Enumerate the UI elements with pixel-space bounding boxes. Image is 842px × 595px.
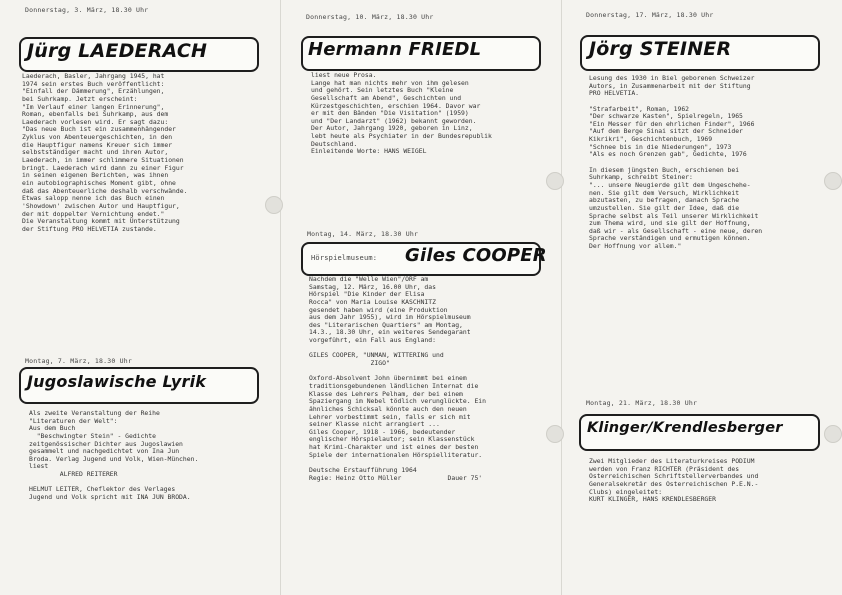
text-line: Suhrkamp, schreibt Steiner: [589,174,693,182]
text-line: und "Der Landarzt" (1962) bekannt geworden. [311,117,477,125]
text-line: Als zweite Veranstaltung der Reihe [29,410,160,417]
text-line: traditionsgebundenen ländlichen Internat die [309,382,479,390]
text-line: aus dem Jahr 1955), wird im Hörspielmuseum [309,314,471,322]
text-line: Österreichischen Schriftstellerverbandes und [589,473,759,481]
text-line: ZIGO" [309,360,390,368]
event-date: Donnerstag, 10. März, 18.30 Uhr [306,13,434,21]
text-line: Etwas salopp nenne ich das Buch einen [22,195,165,203]
text-line: "Das neue Buch ist ein zusammenhängender [22,126,176,134]
text-line: 'Showdown' zwischen Autor und Hauptfigur, [22,202,180,210]
text-line: "Literaturen der Welt": [29,417,118,425]
binder-hole [546,172,564,190]
text-line: 1974 sein erstes Buch veröffentlicht: [22,80,165,88]
event-title: Hermann FRIEDL [308,39,482,60]
text-line: Spiele der internationalen Hörspielliteratur. [309,451,483,459]
text-line: Deutsche Erstaufführung 1964 [309,467,417,475]
event-date: Donnerstag, 17. März, 18.30 Uhr [586,11,714,19]
text-line: ALFRED REITERER [29,471,118,479]
text-line: der Stiftung PRO HELVETIA zustande. [22,225,157,233]
text-line: des "Literarischen Quartiers" am Montag, [309,321,463,329]
text-line: gesendet haben wird (eine Produktion [309,306,448,314]
text-line: Roman, ebenfalls bei Suhrkamp, aus dem [22,111,169,119]
text-line: Giles Cooper, 1918 - 1966, bedeutender [309,428,456,436]
text-line: englischer Hörspielautor; sein Klassenstück [309,436,475,444]
text-line: Kikrikri", Geschichtenbuch, 1969 [589,136,713,144]
event-title: Klinger/Krendlesberger [587,420,783,436]
text-line: daß wir - als Gesellschaft - eine neue, deren [589,227,763,235]
text-line: Zwei Mitglieder des Literaturkreises PODIUM [589,458,755,465]
text-line: Kürzestgeschichten, erschien 1964. Davor war [311,102,481,110]
text-line: zeitgenössischer Dichter aus Jugoslawien [29,440,183,448]
text-line: Oxford-Absolvent John übernimmt bei einem [309,375,467,383]
event-title: Jörg STEINER [589,38,732,60]
text-line [309,345,486,353]
text-line: und gehört. Sein letztes Buch "Kleine [311,87,454,95]
text-line: selbstständiger macht und ihren Autor, [22,149,169,157]
text-line: Hörspiel "Die Kinder der Elisa [309,291,425,299]
text-line [589,159,762,167]
text-line: Klasse des Lehrers Pelham, der bei einem [309,390,463,398]
text-line: PRO HELVETIA. [589,90,640,98]
text-line: Broda. Verlag Jugend und Volk, Wien-München. [29,455,199,463]
text-line: 14.3., 18.30 Uhr, ein weiteres Sendegarant [309,329,471,337]
text-line: die Hauptfigur namens Kreuer sich immer [22,141,173,149]
text-line: Lange hat man nichts mehr von ihm gelesen [311,79,469,87]
text-line: nen. Sie gilt dem Versuch, Wirklichkeit [589,189,740,197]
text-line: Generalsekretär des Österreichischen P.E.N.- [589,480,759,488]
text-line: Laederach, in immer schlimmere Situationen [22,157,184,165]
text-line: Der Hoffnung vor allem." [589,243,682,251]
text-line: Lehrer vorbestimmt sein, falls er sich mit [309,413,471,421]
text-line: Jugend und Volk spricht mit INA JUN BRODA. [29,494,191,502]
event-description [22,73,187,233]
text-line [589,98,762,106]
text-line: Rocca" von Maria Louise KASCHNITZ [309,298,436,306]
binder-hole [824,172,842,190]
text-line: Nachdem die "Welle Wien"/ORF am [309,276,429,283]
text-line: Samstag, 12. März, 16.00 Uhr, das [309,283,436,291]
text-line: "Auf dem Berge Sinai sitzt der Schneider [589,128,743,136]
event-date: Montag, 7. März, 18.30 Uhr [25,357,132,365]
text-line: seiner Klasse nicht arrangiert ... [309,421,440,429]
binder-hole [824,425,842,443]
text-line: Die Veranstaltung kommt mit Unterstützung [22,218,180,226]
text-line: zum Thema wird, und sie gilt der Hoffnung, [589,220,751,228]
text-line: "Beschwingter Stein" - Gedichte [29,432,156,440]
text-line: "Schnee bis in die Niederungen", 1973 [589,143,732,151]
text-line: Sprache verständigen und ermutigen können. [589,235,751,243]
text-line: Sprache selbst als Teil unserer Wirklichkeit [589,212,759,220]
event-title: Giles COOPER [405,245,547,266]
text-line: er mit den Bänden "Die Visitation" (1959) [311,110,469,118]
text-line: in seinen eigenen Berichten, was ihnen [22,172,169,180]
text-line: liest [29,463,49,471]
event-description [309,276,486,482]
text-line: "Ein Messer für den ehrlichen Finder", 1966 [589,120,755,128]
text-line: Gesellschaft am Abend", Geschichten und [311,94,462,102]
text-line: Regie: Heinz Otto Müller Dauer 75' [309,474,483,482]
text-line: "Strafarbeit", Roman, 1962 [589,105,690,113]
event-title: Jugoslawische Lyrik [27,372,207,391]
text-line [309,459,486,467]
event-description [589,75,762,251]
text-line: Aus dem Buch [29,425,76,433]
text-line: Lesung des 1930 in Biel geborenen Schweizer [589,75,755,82]
text-line: der mit doppelter Vernichtung endet." [22,210,165,218]
text-line: hat Krimi-Charakter und ist eines der besten [309,444,479,452]
event-date: Montag, 14. März, 18.30 Uhr [307,230,419,238]
text-line: "Als es noch Grenzen gab", Gedichte, 1976 [589,151,747,159]
text-line: Einleitende Worte: HANS WEIGEL [311,148,427,156]
binder-hole [265,196,283,214]
text-line: ähnliches Schicksal könnte auch den neuen [309,405,467,413]
text-line: abzutasten, zu befragen, danach Sprache [589,197,740,205]
text-line: Der Autor, Jahrgang 1920, geboren in Linz, [311,125,473,133]
text-line: werden von Franz RICHTER (Präsident des [589,465,740,473]
event-title-prefix: Hörspielmuseum: [311,254,378,262]
text-line: Laederach, Basler, Jahrgang 1945, hat [22,73,165,80]
event-description [29,410,198,502]
text-line: ein autobiographisches Moment gibt, ohne [22,179,176,187]
text-line: liest neue Prosa. [311,72,377,79]
text-line: HELMUT LEITER, Cheflektor des Verlages [29,486,176,494]
binder-hole [546,425,564,443]
text-line: "Einfall der Dämmerung", Erzählungen, [22,88,165,96]
event-title: Jürg LAEDERACH [27,40,208,62]
text-line: Zyklus von Abenteuergeschichten, in den [22,134,173,142]
event-date: Donnerstag, 3. März, 18.30 Uhr [25,6,149,14]
text-line [29,479,198,487]
text-line: Clubs) eingeleitet: [589,488,663,496]
event-date: Montag, 21. März, 18.30 Uhr [586,399,698,407]
event-description [589,458,758,504]
text-line: GILES COOPER, "UNMAN, WITTERING und [309,352,444,360]
text-line [309,368,486,376]
text-line: KURT KLINGER, HANS KRENDLESBERGER [589,496,716,504]
text-line: In diesem jüngsten Buch, erschienen bei [589,166,740,174]
text-line: "Der schwarze Kasten", Spielregeln, 1965 [589,113,743,121]
text-line: lebt heute als Psychiater in der Bundesrepublik [311,133,492,141]
text-line: Laederach vorlesen wird. Er sagt dazu: [22,118,169,126]
text-line: daß das Abenteuerliche deshalb verschwände. [22,187,188,195]
text-line: Deutschland. [311,140,358,148]
text-line: umzustellen. Sie gilt der Idee, daß die [589,204,740,212]
text-line: Autors, in Zusammenarbeit mit der Stiftung [589,82,751,90]
event-description [311,72,492,156]
text-line: "Im Verlauf einer langen Erinnerung", [22,103,165,111]
text-line: "... unsere Neugierde gilt dem Ungeschehe- [589,181,751,189]
text-line: vorgeführt, ein Fall aus England: [309,337,436,345]
text-line: bringt. Laederach wird dann zu einer Figur [22,164,184,172]
text-line: gesammelt und nachgedichtet von Ina Jun [29,448,180,456]
text-line: Spaziergang im Nebel tödlich verunglückte. Ein [309,398,486,406]
text-line: bei Suhrkamp. Jetzt erscheint: [22,95,138,103]
